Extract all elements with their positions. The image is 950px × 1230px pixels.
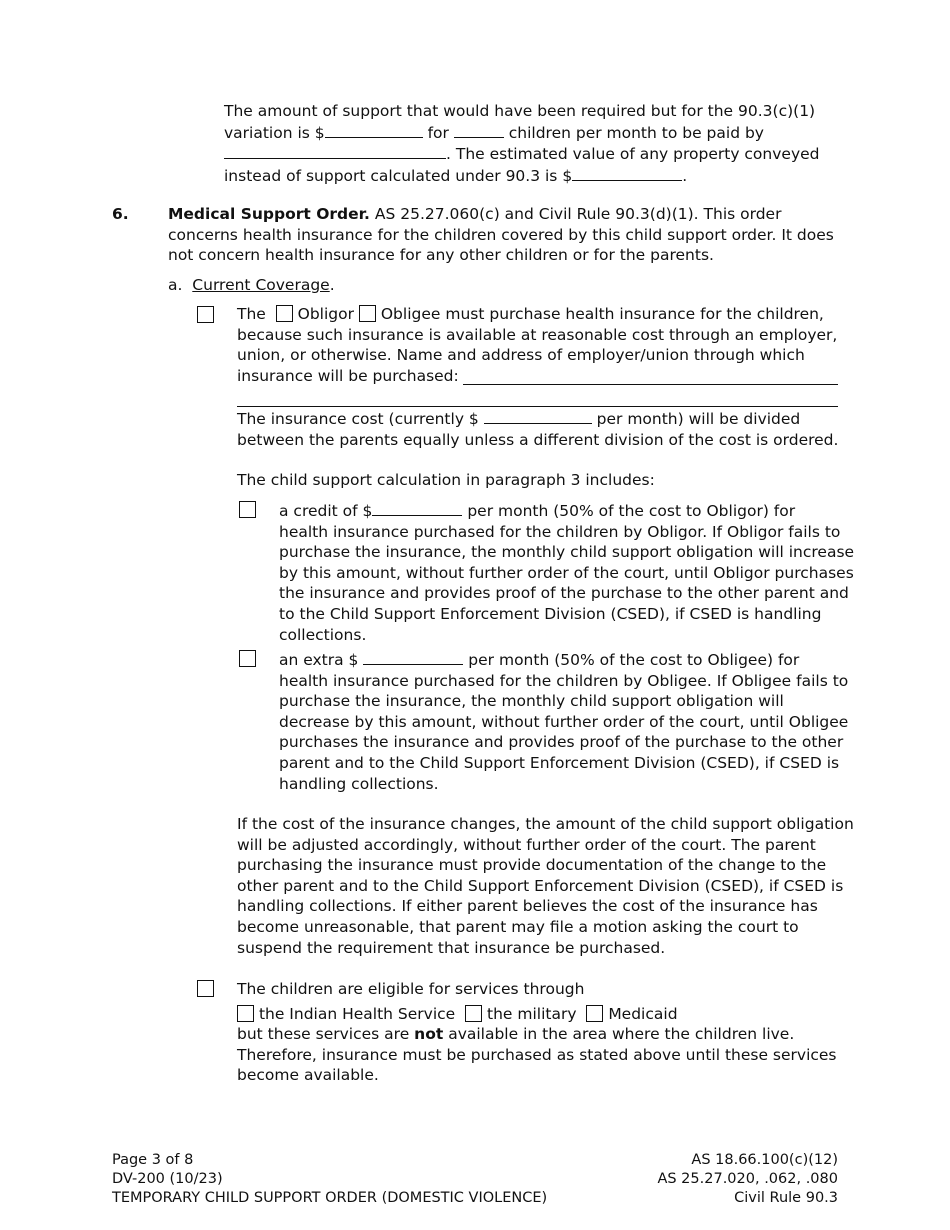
- eligible-line-5: become available.: [237, 1066, 379, 1085]
- extra-paragraph: [279, 649, 848, 794]
- page-number: Page 3 of 8: [112, 1152, 194, 1168]
- variation-line-3: . The estimated value of any property conveyed: [224, 143, 820, 165]
- section-6-line-3: not concern health insurance for any other children or for the parents.: [168, 246, 714, 265]
- extra-line-1: an extra $ per month (50% of the cost to Obligee) for: [279, 651, 800, 669]
- section-title: Medical Support Order.: [168, 205, 370, 223]
- indian-health-service-checkbox[interactable]: [237, 1005, 254, 1022]
- extra-checkbox[interactable]: [239, 650, 256, 667]
- credit-line: health insurance purchased for the children by Obligor. If Obligor fails to: [279, 522, 841, 541]
- employer-name-field[interactable]: [463, 384, 838, 385]
- extra-amount-field[interactable]: [363, 649, 463, 665]
- section-number: 6.: [112, 205, 129, 223]
- extra-line: purchase the insurance, the monthly child support obligation will: [279, 692, 784, 711]
- extra-line: health insurance purchased for the children by Obligee. If Obligee fails to: [279, 671, 849, 690]
- cost-change-line: suspend the requirement that insurance be purchased.: [237, 938, 666, 957]
- military-checkbox[interactable]: [465, 1005, 482, 1022]
- statute-ref-2: AS 25.27.020, .062, .080: [657, 1171, 838, 1187]
- credit-paragraph: [279, 500, 854, 645]
- cost-line-2: between the parents equally unless a different division of the cost is ordered.: [237, 430, 839, 449]
- purchase-insurance-checkbox[interactable]: [197, 306, 214, 323]
- credit-line: the insurance and provides proof of the purchase to the other parent and: [279, 584, 849, 603]
- medicaid-checkbox[interactable]: [586, 1005, 603, 1022]
- cost-change-line: other parent and to the Child Support Enforcement Division (CSED), if CSED is: [237, 876, 844, 895]
- eligible-line-1: The children are eligible for services through: [237, 980, 585, 998]
- form-title: TEMPORARY CHILD SUPPORT ORDER (DOMESTIC VIOLENCE): [112, 1190, 548, 1206]
- credit-checkbox[interactable]: [239, 501, 256, 518]
- cost-line-1: The insurance cost (currently $ per month) will be divided: [237, 410, 801, 428]
- variation-line-1: The amount of support that would have been required but for the 90.3(c)(1): [224, 102, 816, 120]
- section-6-line-2: concerns health insurance for the children covered by this child support order. It does: [168, 225, 834, 244]
- children-count-field[interactable]: [454, 122, 504, 138]
- purchase-line-1: The Obligor Obligee must purchase health insurance for the children,: [237, 305, 824, 323]
- cost-change-line: purchasing the insurance must provide documentation of the change to the: [237, 856, 827, 875]
- statute-ref-1: AS 18.66.100(c)(12): [691, 1152, 838, 1168]
- cost-change-line: will be adjusted accordingly, without further order of the court. The parent: [237, 835, 816, 854]
- variation-amount-field[interactable]: [325, 122, 423, 138]
- insurance-cost-paragraph: [237, 408, 838, 450]
- calculation-intro: The child support calculation in paragraph 3 includes:: [237, 471, 655, 489]
- extra-line: purchases the insurance and provides proof of the purchase to the other: [279, 733, 844, 752]
- section-6-intro: [168, 204, 834, 266]
- credit-amount-field[interactable]: [372, 500, 462, 516]
- extra-line: parent and to the Child Support Enforcement Division (CSED), if CSED is: [279, 753, 840, 772]
- extra-line: handling collections.: [279, 774, 439, 793]
- eligible-services-checkbox[interactable]: [197, 980, 214, 997]
- rule-ref: Civil Rule 90.3: [734, 1190, 838, 1206]
- form-number: DV-200 (10/23): [112, 1171, 223, 1187]
- eligible-paragraph: [237, 979, 837, 1086]
- variation-paragraph: [224, 101, 820, 186]
- paid-by-field[interactable]: [224, 143, 446, 159]
- footer-right: [657, 1151, 838, 1208]
- purchase-line-3: union, or otherwise. Name and address of employer/union through which: [237, 346, 805, 365]
- extra-line: decrease by this amount, without further order of the court, until Obligee: [279, 712, 849, 731]
- cost-change-line: become unreasonable, that parent may file a motion asking the court to: [237, 917, 799, 936]
- eligible-line-4: Therefore, insurance must be purchased as stated above until these services: [237, 1045, 837, 1064]
- employer-address-field[interactable]: [237, 406, 838, 407]
- credit-line: to the Child Support Enforcement Division (CSED), if CSED is handling: [279, 604, 822, 623]
- purchase-line-4: insurance will be purchased:: [237, 366, 459, 385]
- credit-line-1: a credit of $ per month (50% of the cost to Obligor) for: [279, 502, 796, 520]
- section-6-line-1: Medical Support Order. AS 25.27.060(c) and Civil Rule 90.3(d)(1). This order: [168, 205, 782, 223]
- credit-line: purchase the insurance, the monthly child support obligation will increase: [279, 543, 855, 562]
- cost-change-line: handling collections. If either parent believes the cost of the insurance has: [237, 897, 818, 916]
- purchase-line-2: because such insurance is available at reasonable cost through an employer,: [237, 325, 838, 344]
- variation-line-4: instead of support calculated under 90.3 is $ .: [224, 166, 688, 185]
- credit-line: by this amount, without further order of the court, until Obligor purchases: [279, 563, 854, 582]
- property-value-field[interactable]: [572, 165, 682, 181]
- variation-line-2: variation is $ for children per month to be paid by: [224, 123, 764, 142]
- obligee-checkbox[interactable]: [359, 305, 376, 322]
- credit-line: collections.: [279, 625, 367, 644]
- insurance-cost-field[interactable]: [484, 408, 592, 424]
- eligible-options: the Indian Health Service the military Medicaid: [237, 1004, 837, 1025]
- obligor-checkbox[interactable]: [276, 305, 293, 322]
- cost-change-paragraph: [237, 814, 854, 958]
- footer-left: [112, 1151, 547, 1208]
- coverage-heading: a. Current Coverage.: [168, 276, 335, 294]
- purchase-insurance-paragraph: [237, 304, 837, 386]
- eligible-line-3: but these services are not available in the area where the children live.: [237, 1025, 795, 1044]
- cost-change-line: If the cost of the insurance changes, the amount of the child support obligation: [237, 815, 854, 833]
